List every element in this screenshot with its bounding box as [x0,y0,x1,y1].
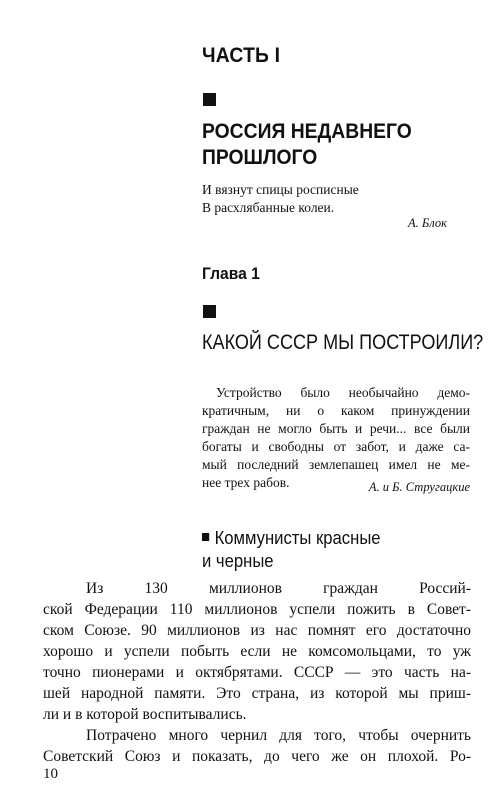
body-line: Советский Союз и показать, до чего же он плохой. Ро- [43,748,471,765]
body-line: Из 130 миллионов граждан Россий- [86,580,471,597]
epigraph-line: В расхлябанные колеи. [202,200,335,215]
section-heading-line: и черные [202,550,274,571]
epigraph-strugatsky [202,384,470,492]
body-line: точно пионерами и октябрятами. СССР — это часть на- [43,664,471,681]
epigraph-line: нее трех рабов. [202,475,290,490]
epigraph-line: богаты и свободны от забот, и даже са- [202,439,470,454]
page-number: 10 [43,766,58,782]
epigraph-line: мый последний землепашец имел не ме- [202,457,470,472]
body-text [43,578,471,767]
epigraph-author: А. Блок [408,216,447,230]
body-line: ской Федерации 110 миллионов успели пожить в Совет- [43,601,471,618]
epigraph-blok [202,181,359,217]
epigraph-author: А. и Б. Стругацкие [368,480,470,494]
body-line: шей народной памяти. Это страна, из которой мы приш- [43,685,471,702]
epigraph-line: Устройство было необычайно демо- [216,385,470,400]
body-line: ли и в которой воспитывались. [43,706,247,723]
chapter-square-marker [203,305,216,318]
epigraph-line: граждан не могло быть и речи... все были [202,421,470,436]
section-square-marker [203,93,216,106]
part-title: ЧАСТЬ I [202,44,281,67]
body-line: хорошо и успели побыть если не комсомольцами, то уж [43,643,471,660]
epigraph-line: кратичным, ни о каком принуждении [202,403,470,418]
part-subtitle-line: РОССИЯ НЕДАВНЕГО [202,120,412,143]
chapter-title: КАКОЙ СССР МЫ ПОСТРОИЛИ? [202,331,484,354]
body-line: Потрачено много чернил для того, чтобы очернить [86,727,471,744]
part-subtitle-line: ПРОШЛОГО [202,146,318,169]
chapter-label: Глава 1 [202,264,260,283]
section-heading [202,526,381,572]
body-line: ском Союзе. 90 миллионов из нас помнят его достаточно [43,622,471,639]
part-subtitle [202,119,412,171]
section-heading-line: Коммунисты красные [214,527,381,548]
epigraph-line: И вязнут спицы росписные [202,182,359,197]
bullet-square-icon [202,533,209,541]
